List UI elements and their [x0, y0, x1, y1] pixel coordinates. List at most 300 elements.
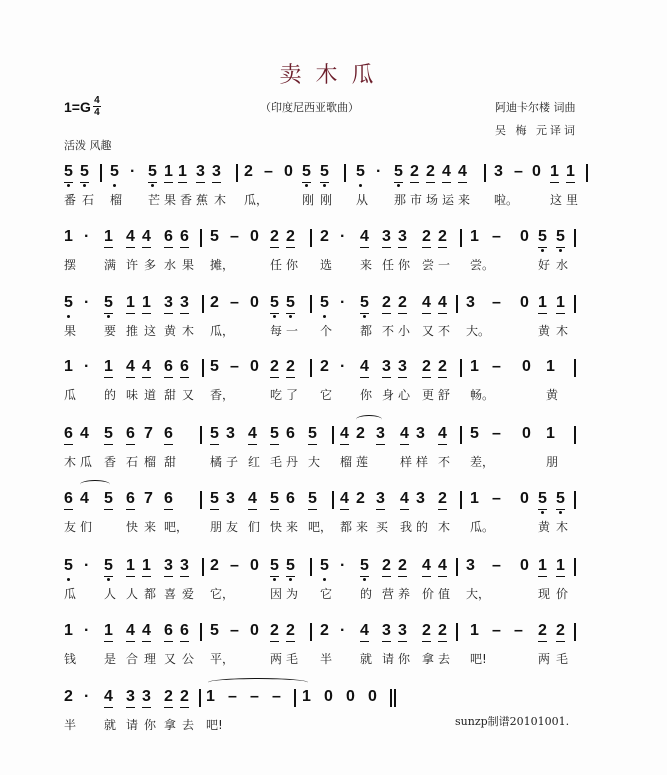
low-octave-dot: [559, 249, 562, 252]
lyric-syllable: 钱: [64, 652, 77, 666]
note: 6: [126, 425, 135, 445]
note: 7: [144, 425, 153, 442]
dot-augmentation: ·: [340, 228, 346, 245]
note: 2: [422, 358, 431, 378]
note: 6: [164, 228, 173, 248]
lyric-syllable: 一: [438, 258, 451, 272]
note: 3: [196, 163, 205, 183]
barline: [460, 229, 462, 247]
note: 1: [556, 294, 565, 314]
lyric-syllable: 它，: [210, 587, 235, 601]
lyric-syllable: 去: [438, 652, 451, 666]
lyric-syllable: 吧!: [470, 652, 487, 666]
dash-extension: –: [230, 228, 239, 245]
lyric-syllable: 瓜。: [470, 520, 495, 534]
note: 1: [142, 294, 151, 314]
note: 2: [270, 228, 279, 248]
lyric-syllable: 选: [320, 258, 333, 272]
lyric-syllable: 石: [126, 455, 139, 469]
lyric-syllable: 爱: [182, 587, 195, 601]
low-octave-dot: [107, 315, 110, 318]
lyric-syllable: 你: [144, 718, 157, 732]
lyric-syllable: 瓜: [64, 388, 77, 402]
lyric-syllable: 木: [556, 520, 569, 534]
dash-extension: –: [272, 688, 281, 705]
lyric-syllable: 它: [320, 388, 333, 402]
score-line: [64, 228, 594, 274]
low-octave-dot: [273, 578, 276, 581]
lyric-syllable: 丹: [286, 455, 299, 469]
lyric-syllable: 尝: [422, 258, 435, 272]
note: 5: [270, 557, 279, 577]
low-octave-dot: [289, 578, 292, 581]
note: 3: [226, 425, 235, 442]
lyric-syllable: 瓜: [80, 455, 93, 469]
note: 3: [212, 163, 221, 183]
note: 3: [164, 557, 173, 577]
note: 2: [64, 688, 73, 705]
low-octave-dot: [289, 315, 292, 318]
barline: [310, 359, 312, 377]
note: 4: [438, 425, 447, 445]
lyric-syllable: 样: [416, 455, 429, 469]
barline: [456, 295, 458, 313]
note: 1: [206, 688, 215, 705]
dot-augmentation: ·: [84, 622, 90, 639]
note: 3: [382, 358, 391, 378]
note: 1: [538, 294, 547, 314]
barline: [574, 359, 576, 377]
note: 4: [360, 228, 369, 248]
lyric-syllable: 你: [398, 652, 411, 666]
note: 4: [422, 557, 431, 577]
note: 3: [382, 228, 391, 248]
lyric-syllable: 蕉: [196, 193, 209, 207]
note: 1: [142, 557, 151, 577]
lyric-syllable: 瓜: [64, 587, 77, 601]
slur-arc: [80, 480, 110, 489]
note: 2: [422, 622, 431, 642]
note: 4: [360, 358, 369, 378]
lyric-syllable: 它: [320, 587, 333, 601]
note: 5: [80, 163, 89, 183]
notation-row: [64, 358, 594, 382]
note: 6: [180, 228, 189, 248]
note: 3: [398, 622, 407, 642]
note: 0: [520, 557, 529, 574]
note: 6: [164, 358, 173, 378]
lyric-syllable: 木: [556, 324, 569, 338]
dot-augmentation: ·: [84, 557, 90, 574]
lyric-syllable: 友: [64, 520, 77, 534]
slur-arc: [208, 678, 308, 687]
barline: [574, 229, 576, 247]
time-denominator: 4: [94, 107, 100, 118]
note: 2: [210, 294, 219, 311]
lyric-syllable: 芒: [148, 193, 161, 207]
lyric-syllable: 莲: [356, 455, 369, 469]
lyric-syllable: 不: [382, 324, 395, 338]
lyric-syllable: 橘: [210, 455, 223, 469]
note: 4: [458, 163, 467, 183]
dash-extension: –: [230, 358, 239, 375]
lyric-syllable: 又: [182, 388, 195, 402]
dash-extension: –: [492, 228, 501, 245]
note: 4: [438, 294, 447, 314]
lyric-syllable: 木: [438, 520, 451, 534]
note: 6: [64, 425, 73, 445]
note: 3: [164, 294, 173, 314]
lyric-syllable: 人: [126, 587, 139, 601]
time-signature: [93, 96, 101, 117]
note: 4: [340, 490, 349, 510]
note: 2: [382, 557, 391, 577]
note: 0: [324, 688, 333, 705]
key-label: 1=G: [64, 98, 91, 115]
note: 4: [360, 622, 369, 642]
song-origin: （印度尼西亚歌曲）: [260, 101, 359, 114]
barline: [310, 229, 312, 247]
lyric-syllable: 里: [566, 193, 579, 207]
note: 2: [286, 622, 295, 642]
note: 3: [180, 294, 189, 314]
note: 3: [382, 622, 391, 642]
lyric-syllable: 瓜，: [210, 324, 235, 338]
low-octave-dot: [559, 511, 562, 514]
lyric-syllable: 推: [126, 324, 139, 338]
notation-row: [64, 163, 594, 187]
note: 1: [470, 228, 479, 245]
lyric-syllable: 运: [442, 193, 455, 207]
note: 0: [250, 622, 259, 639]
lyric-syllable: 榴: [110, 193, 123, 207]
low-octave-dot: [67, 184, 70, 187]
lyric-syllable: 要: [104, 324, 117, 338]
lyric-syllable: 瓜，: [244, 193, 269, 207]
lyric-syllable: 吧，: [164, 520, 189, 534]
lyric-syllable: 因: [270, 587, 283, 601]
lyric-syllable: 不: [438, 455, 451, 469]
note: 2: [320, 358, 329, 375]
barline: [574, 491, 576, 509]
lyric-syllable: 都: [144, 587, 157, 601]
lyric-syllable: 合: [126, 652, 139, 666]
note: 1: [64, 622, 73, 639]
note: 5: [308, 490, 317, 510]
barline: [460, 359, 462, 377]
barline: [310, 295, 312, 313]
barline: [332, 426, 334, 444]
lyric-syllable: 去: [182, 718, 195, 732]
dash-extension: –: [264, 163, 273, 180]
note: 2: [422, 228, 431, 248]
notation-row: [64, 490, 594, 514]
note: 3: [416, 490, 425, 507]
lyricist-composer-credit: 阿迪卡尔楼 词曲: [495, 101, 576, 114]
slur-arc: [356, 415, 382, 424]
note: 2: [398, 557, 407, 577]
note: 4: [248, 425, 257, 445]
lyric-syllable: 刚: [320, 193, 333, 207]
lyric-syllable: 平，: [210, 652, 235, 666]
lyric-syllable: 榴: [340, 455, 353, 469]
lyric-syllable: 任: [382, 258, 395, 272]
notation-row: [64, 622, 594, 646]
lyric-syllable: 黄: [164, 324, 177, 338]
note: 0: [250, 557, 259, 574]
low-octave-dot: [359, 184, 362, 187]
barline: [586, 164, 588, 182]
lyric-syllable: 价: [422, 587, 435, 601]
lyric-syllable: 的: [416, 520, 429, 534]
lyric-syllable: 好: [538, 258, 551, 272]
barline: [344, 164, 346, 182]
lyric-syllable: 黄: [538, 520, 551, 534]
note: 0: [520, 490, 529, 507]
lyric-syllable: 果: [164, 193, 177, 207]
lyric-syllable: 理: [144, 652, 157, 666]
note: 5: [104, 294, 113, 314]
note: 2: [538, 622, 547, 642]
note: 5: [394, 163, 403, 183]
note: 2: [286, 358, 295, 378]
lyric-syllable: 水: [556, 258, 569, 272]
lyric-syllable: 请: [126, 718, 139, 732]
note: 6: [286, 490, 295, 507]
note: 3: [126, 688, 135, 708]
transcriber-signature: sunzp制谱20101001.: [455, 715, 570, 728]
note: 5: [302, 163, 311, 183]
note: 0: [346, 688, 355, 705]
note: 2: [164, 688, 173, 708]
lyric-syllable: 毛: [286, 652, 299, 666]
note: 4: [400, 490, 409, 510]
lyric-syllable: 果: [182, 258, 195, 272]
lyric-syllable: 两: [270, 652, 283, 666]
note: 3: [416, 425, 425, 442]
note: 1: [178, 163, 187, 183]
lyric-syllable: 都: [340, 520, 353, 534]
lyric-syllable: 来: [144, 520, 157, 534]
lyric-syllable: 就: [360, 652, 373, 666]
notation-row: [64, 228, 594, 252]
lyric-syllable: 香，: [210, 388, 235, 402]
lyric-syllable: 们: [80, 520, 93, 534]
note: 6: [164, 622, 173, 642]
note: 6: [164, 490, 173, 510]
note: 3: [494, 163, 503, 180]
barline: [202, 359, 204, 377]
lyric-syllable: 不: [438, 324, 451, 338]
dash-extension: –: [514, 163, 523, 180]
lyric-syllable: 养: [398, 587, 411, 601]
dot-augmentation: ·: [84, 294, 90, 311]
lyric-syllable: 水: [164, 258, 177, 272]
score-line: [64, 294, 594, 340]
lyric-syllable: 喜: [164, 587, 177, 601]
score-line: [64, 358, 594, 404]
low-octave-dot: [107, 578, 110, 581]
note: 0: [522, 425, 531, 442]
score-line: [64, 425, 594, 471]
note: 1: [126, 557, 135, 577]
dash-extension: –: [492, 557, 501, 574]
lyric-syllable: 场: [426, 193, 439, 207]
dot-augmentation: ·: [340, 557, 346, 574]
lyric-syllable: 木: [214, 193, 227, 207]
lyric-syllable: 营: [382, 587, 395, 601]
dash-extension: –: [250, 688, 259, 705]
lyric-syllable: 是: [104, 652, 117, 666]
note: 5: [64, 557, 73, 574]
lyric-syllable: 道: [144, 388, 157, 402]
dash-extension: –: [230, 294, 239, 311]
note: 0: [520, 228, 529, 245]
note: 2: [210, 557, 219, 574]
lyric-syllable: 每: [270, 324, 283, 338]
low-octave-dot: [273, 315, 276, 318]
lyric-syllable: 吃: [270, 388, 283, 402]
lyric-syllable: 香: [104, 455, 117, 469]
lyric-syllable: 半: [64, 718, 77, 732]
barline: [460, 491, 462, 509]
lyrics-row: [64, 585, 594, 603]
note: 5: [270, 294, 279, 314]
low-octave-dot: [113, 184, 116, 187]
lyric-syllable: 快: [270, 520, 283, 534]
dot-augmentation: ·: [130, 163, 136, 180]
note: 5: [110, 163, 119, 180]
lyric-syllable: 大。: [466, 324, 491, 338]
dash-extension: –: [228, 688, 237, 705]
low-octave-dot: [323, 315, 326, 318]
note: 5: [360, 557, 369, 577]
lyric-syllable: 朋: [210, 520, 223, 534]
barline: [390, 689, 392, 707]
note: 5: [470, 425, 479, 442]
note: 0: [250, 228, 259, 245]
barline: [310, 623, 312, 641]
note: 5: [286, 294, 295, 314]
note: 2: [438, 622, 447, 642]
barline: [456, 558, 458, 576]
low-octave-dot: [363, 315, 366, 318]
lyric-syllable: 人: [104, 587, 117, 601]
lyric-syllable: 从: [356, 193, 369, 207]
lyric-syllable: 来: [356, 520, 369, 534]
note: 5: [270, 490, 279, 510]
dash-extension: –: [492, 425, 501, 442]
lyric-syllable: 那: [394, 193, 407, 207]
lyric-syllable: 黄: [546, 388, 559, 402]
note: 5: [104, 490, 113, 510]
low-octave-dot: [67, 578, 70, 581]
lyrics-row: [64, 322, 594, 340]
note: 6: [286, 425, 295, 442]
note: 6: [164, 425, 173, 445]
note: 3: [142, 688, 151, 708]
note: 2: [556, 622, 565, 642]
lyric-syllable: 啦。: [494, 193, 519, 207]
dot-augmentation: ·: [84, 358, 90, 375]
note: 2: [438, 490, 447, 510]
note: 5: [148, 163, 157, 183]
lyric-syllable: 们: [248, 520, 261, 534]
score-line: [64, 557, 594, 603]
note: 2: [356, 490, 365, 507]
note: 1: [302, 688, 311, 705]
lyric-syllable: 我: [400, 520, 413, 534]
lyric-syllable: 榴: [144, 455, 157, 469]
lyric-syllable: 更: [422, 388, 435, 402]
lyric-syllable: 香: [180, 193, 193, 207]
lyric-syllable: 尝。: [470, 258, 495, 272]
lyric-syllable: 小: [398, 324, 411, 338]
lyric-syllable: 公: [182, 652, 195, 666]
lyric-syllable: 拿: [164, 718, 177, 732]
note: 2: [382, 294, 391, 314]
note: 4: [442, 163, 451, 183]
note: 5: [356, 163, 365, 180]
lyric-syllable: 刚: [302, 193, 315, 207]
barline: [574, 623, 576, 641]
dot-augmentation: ·: [84, 688, 90, 705]
lyric-syllable: 多: [144, 258, 157, 272]
low-octave-dot: [323, 578, 326, 581]
lyric-syllable: 任: [270, 258, 283, 272]
lyric-syllable: 甜: [164, 388, 177, 402]
lyric-syllable: 心: [398, 388, 411, 402]
lyrics-row: [64, 256, 594, 274]
note: 5: [64, 163, 73, 183]
lyric-syllable: 木: [64, 455, 77, 469]
barline: [202, 295, 204, 313]
note: 2: [270, 358, 279, 378]
lyric-syllable: 半: [320, 652, 333, 666]
lyric-syllable: 大，: [466, 587, 491, 601]
key-signature: [64, 96, 101, 117]
lyric-syllable: 满: [104, 258, 117, 272]
note: 2: [180, 688, 189, 708]
lyric-syllable: 一: [286, 324, 299, 338]
note: 2: [438, 358, 447, 378]
note: 5: [210, 228, 219, 245]
barline: [310, 558, 312, 576]
tempo-marking: 活泼 风趣: [64, 139, 112, 152]
lyric-syllable: 又: [164, 652, 177, 666]
lyric-syllable: 友: [226, 520, 239, 534]
note: 2: [270, 622, 279, 642]
note: 0: [284, 163, 293, 180]
dot-augmentation: ·: [340, 294, 346, 311]
lyric-syllable: 摆: [64, 258, 77, 272]
note: 1: [470, 358, 479, 375]
note: 4: [142, 228, 151, 248]
note: 1: [104, 228, 113, 248]
low-octave-dot: [151, 184, 154, 187]
barline: [200, 623, 202, 641]
note: 1: [64, 228, 73, 245]
dot-augmentation: ·: [340, 622, 346, 639]
barline: [100, 164, 102, 182]
note: 1: [164, 163, 173, 183]
lyric-syllable: 价: [556, 587, 569, 601]
score-line: [64, 163, 594, 209]
note: 5: [556, 490, 565, 510]
note: 4: [142, 622, 151, 642]
note: 1: [546, 425, 555, 442]
note: 4: [142, 358, 151, 378]
